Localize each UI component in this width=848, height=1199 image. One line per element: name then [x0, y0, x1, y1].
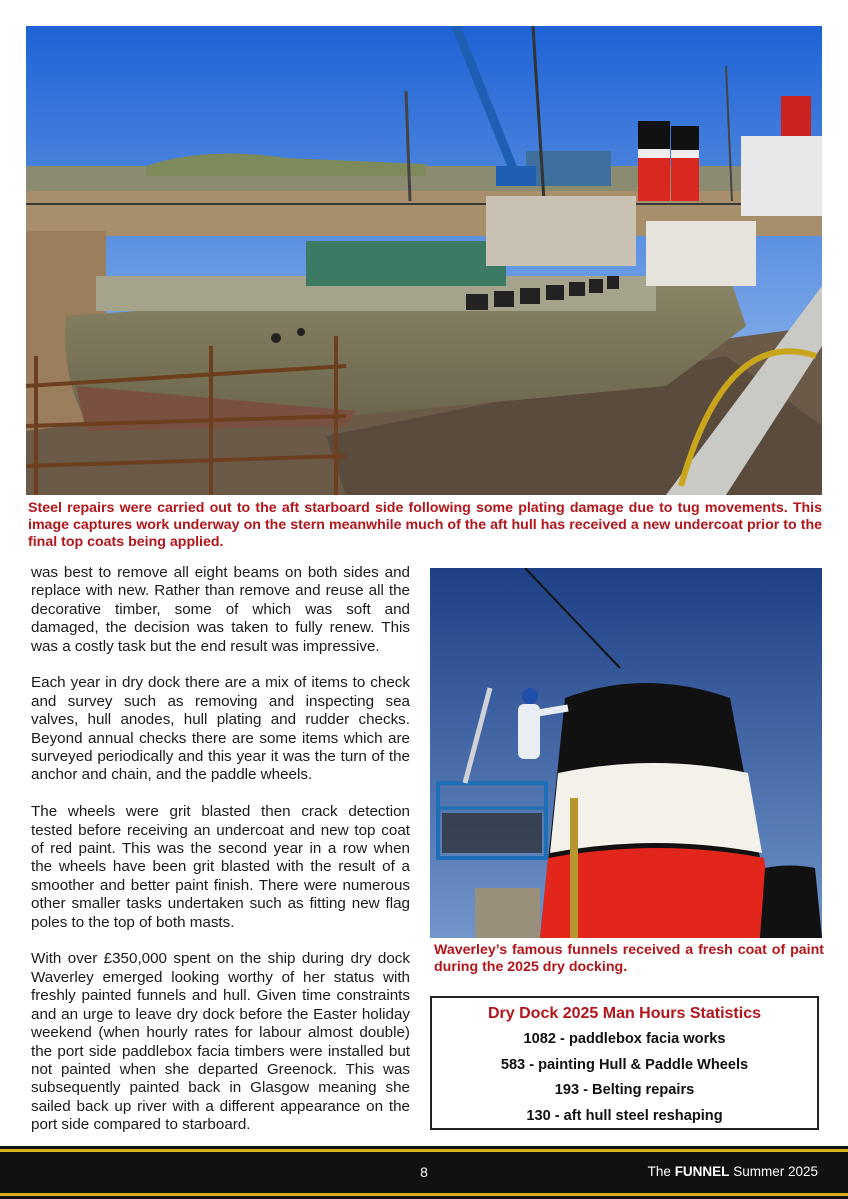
funnel-scene-illustration: [430, 568, 822, 938]
man-hours-stats-box: [430, 996, 819, 1130]
article-body: [31, 564, 410, 1153]
footer-stripe-top: [0, 1149, 848, 1152]
funnel-photo-caption: Waverley’s famous funnels received a fresh coat of paint during the 2025 dry docking.: [434, 942, 824, 975]
stat-item: 130 - aft hull steel reshaping: [526, 1107, 723, 1124]
footer-issue: Summer 2025: [733, 1164, 818, 1179]
page-number: 8: [420, 1164, 428, 1180]
dry-dock-scene-illustration: [26, 26, 822, 495]
body-paragraph-4: With over £350,000 spent on the ship during dry dock Waverley emerged looking worthy of her status with freshly painted funnels and hull. Given time constraints and an urge to leave dry dock before the Easter holiday weekend (when hourly rates for labour almost double) the port side paddlebox facia timbers were installed but not painted when she departed Greenock. This was subsequently painted back in Glasgow meaning she sailed back up river with a different appearance on the port side compared to starboard.: [31, 950, 410, 1134]
body-paragraph-2: Each year in dry dock there are a mix of items to check and survey such as removing and inspecting sea valves, hull anodes, hull plating and rudder checks. Beyond annual checks there are some items which are surveyed periodically and this year it was the turn of the anchor and chain, and the paddle wheels.: [31, 674, 410, 784]
dry-dock-paddle-steamer-photo: [26, 26, 822, 495]
publication-title: [648, 1164, 818, 1179]
stat-item: 583 - painting Hull & Paddle Wheels: [500, 1056, 749, 1073]
top-photo-caption: Steel repairs were carried out to the aft starboard side following some plating damage due to tug movements. This image captures work underway on the stern meanwhile much of the aft hull has received a new undercoat prior to the final top coats being applied.: [28, 500, 822, 550]
body-paragraph-1: was best to remove all eight beams on both sides and replace with new. Rather than remove and reuse all the decorative timber, some of which was soft and damaged, the decision was taken to fully renew. This was a costly task but the end result was impressive.: [31, 564, 410, 655]
footer-the: The: [647, 1164, 671, 1179]
stat-item: 193 - Belting repairs: [554, 1082, 695, 1098]
footer-funnel: FUNNEL: [674, 1164, 730, 1179]
funnel-painting-photo: [430, 568, 822, 938]
footer-stripe-bottom: [0, 1193, 848, 1196]
stats-title: Dry Dock 2025 Man Hours Statistics: [488, 1005, 761, 1022]
body-paragraph-3: The wheels were grit blasted then crack detection tested before receiving an undercoat and new top coat of red paint. This was the second year in a row when the wheels have been grit blasted with the result of a smoother and better paint finish. There were numerous other smaller tasks undertaken such as fitting new flag poles to the top of both masts.: [31, 803, 410, 931]
stat-item: 1082 - paddlebox facia works: [523, 1031, 726, 1047]
